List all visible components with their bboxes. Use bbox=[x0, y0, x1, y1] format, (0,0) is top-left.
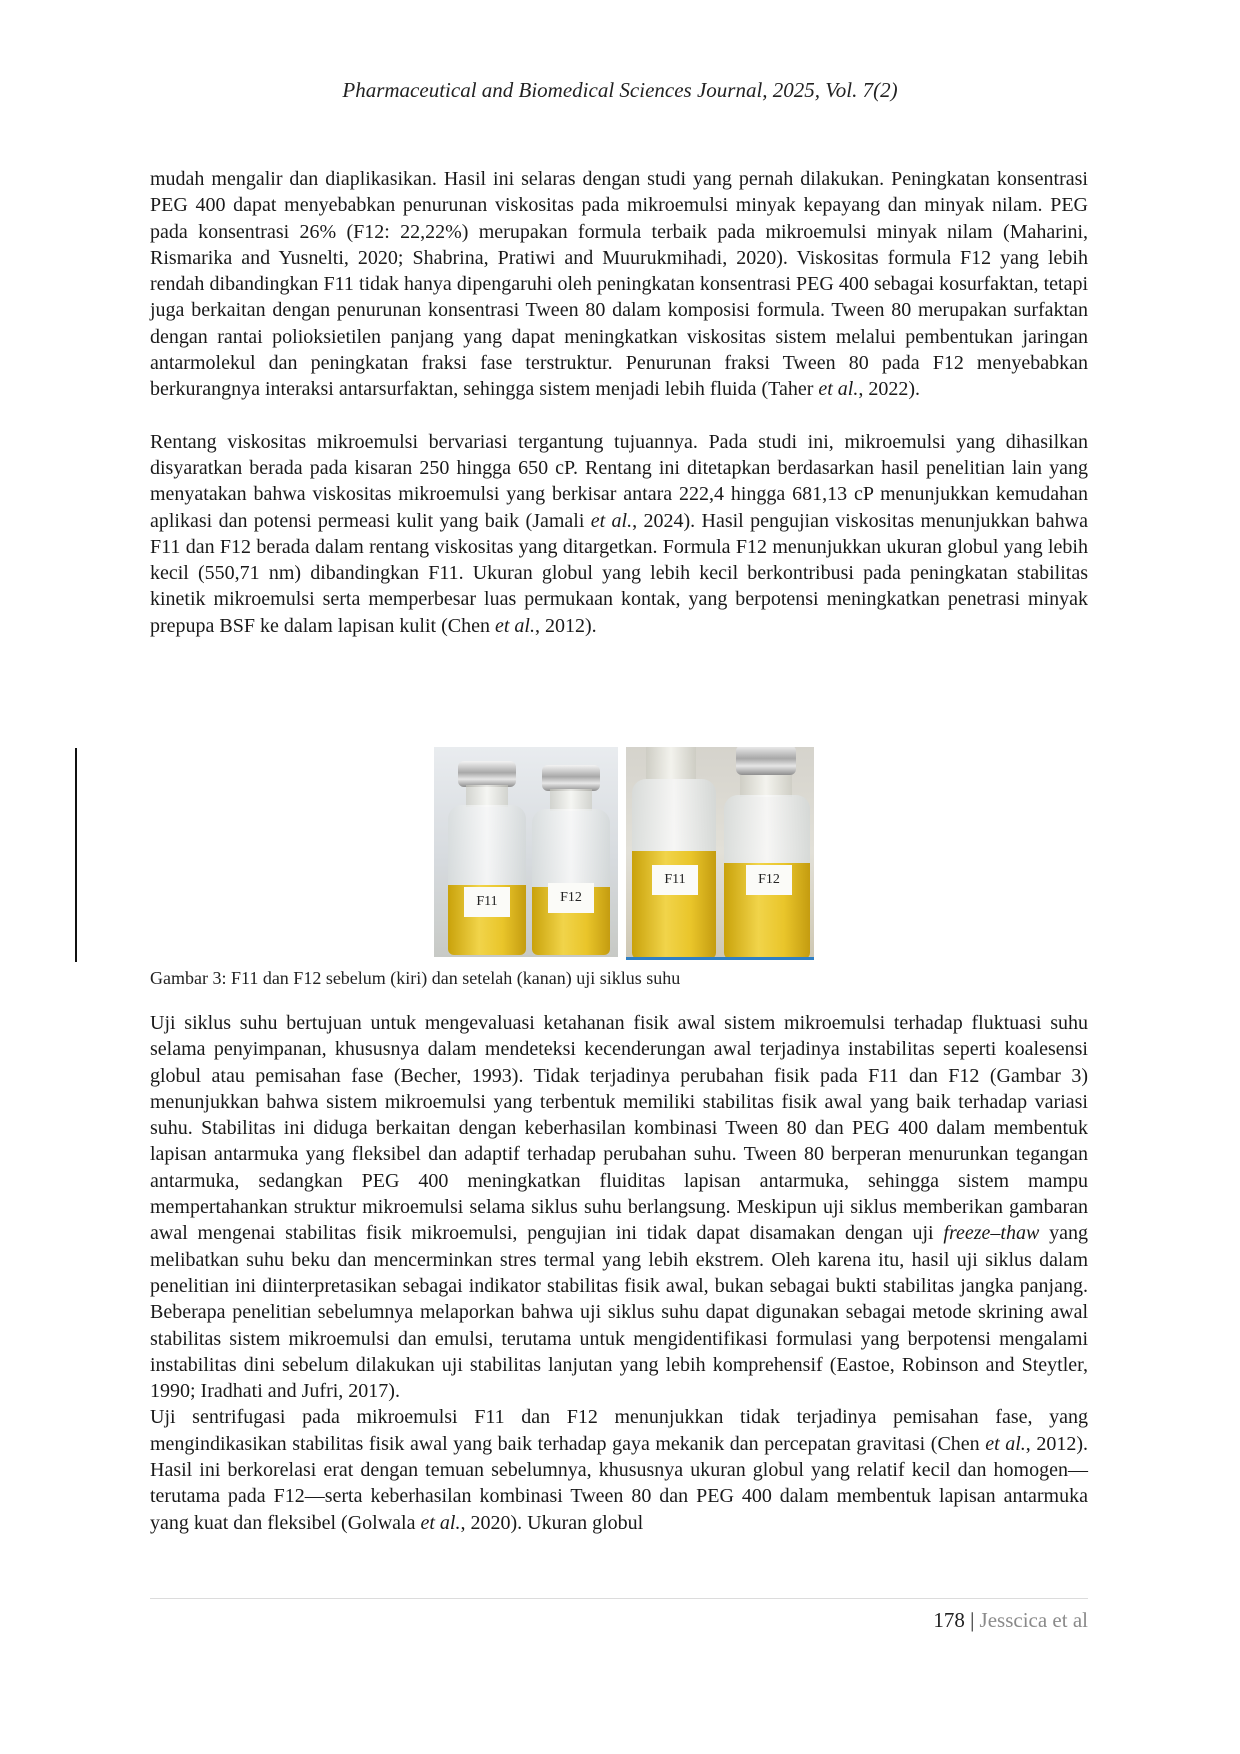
journal-header: Pharmaceutical and Biomedical Sciences Journal, 2025, Vol. 7(2) bbox=[342, 78, 898, 102]
text-run: Uji sentrifugasi pada mikroemulsi F11 dan F12 menunjukkan tidak terjadinya pemisahan fase, yang mengindikasikan stabilitas fisik awal yang baik terhadap gaya mekanik dan percepatan gravitasi (Chen bbox=[150, 1406, 1088, 1455]
figure-caption: Gambar 3: F11 dan F12 sebelum (kiri) dan setelah (kanan) uji siklus suhu bbox=[150, 968, 681, 988]
paragraph-centrifugation bbox=[150, 1404, 1088, 1535]
footer-rule bbox=[150, 1598, 1088, 1599]
text-block-bottom bbox=[150, 1010, 1088, 1536]
text-run: Uji siklus suhu bertujuan untuk mengevaluasi ketahanan fisik awal sistem mikroemulsi terhadap fluktuasi suhu selama penyimpanan, khususnya dalam mendeteksi kecenderungan awal terjadinya instabilitas seperti koalesensi globul atau pemisahan fase (Becher, 1993). Tidak terjadinya perubahan fisik pada F11 dan F12 (Gambar 3) menunjukkan bahwa sistem mikroemulsi yang terbentuk memiliki stabilitas fisik awal yang baik terhadap variasi suhu. Stabilitas ini diduga berkaitan dengan keberhasilan kombinasi Tween 80 dan PEG 400 dalam membentuk lapisan antarmuka yang fleksibel dan adaptif terhadap perubahan suhu. Tween 80 berperan menurunkan tegangan antarmuka, sedangkan PEG 400 meningkatkan fluiditas lapisan antarmuka, sehingga sistem mampu mempertahankan struktur mikroemulsi selama siklus suhu berlangsung. Meskipun uji siklus memberikan gambaran awal mengenai stabilitas fisik mikroemulsi, pengujian ini tidak dapat disamakan dengan uji bbox=[150, 1012, 1088, 1245]
figure-vials bbox=[434, 747, 814, 961]
page-footer bbox=[933, 1608, 1088, 1633]
text-run: , 2022). bbox=[858, 378, 921, 401]
citation-etal: et al. bbox=[985, 1432, 1026, 1455]
vial-label: F11 bbox=[652, 865, 698, 895]
text-run: , 2020). Ukuran globul bbox=[460, 1511, 644, 1534]
footer-separator: | bbox=[964, 1608, 980, 1632]
figure-underline bbox=[626, 957, 814, 960]
photo-before bbox=[434, 747, 618, 957]
term-freeze-thaw: freeze–thaw bbox=[943, 1222, 1040, 1245]
page-number: 178 bbox=[933, 1608, 965, 1632]
change-bar bbox=[75, 748, 77, 962]
citation-etal: et al. bbox=[420, 1511, 461, 1534]
citation-etal: et al. bbox=[590, 509, 633, 532]
paragraph-viscosity-range bbox=[150, 429, 1088, 639]
citation-etal: et al. bbox=[494, 614, 535, 637]
vial-label: F12 bbox=[548, 883, 594, 913]
photo-after bbox=[626, 747, 814, 957]
text-run: yang melibatkan suhu beku dan mencerminkan stres termal yang lebih ekstrem. Oleh karena itu, hasil uji siklus dalam penelitian ini diinterpretasikan sebagai indikator stabilitas fisik awal, bukan sebagai bukti stabilitas jangka panjang. Beberapa penelitian sebelumnya melaporkan bahwa uji siklus suhu dapat digunakan sebagai metode skrining awal stabilitas sistem mikroemulsi dan emulsi, terutama untuk mengidentifikasi formulasi yang berpotensi mengalami instabilitas dini sebelum dilakukan uji stabilitas lanjutan yang lebih komprehensif (Eastoe, Robinson and Steytler, 1990; Iradhati and Jufri, 2017). bbox=[150, 1222, 1088, 1403]
citation-etal: et al. bbox=[818, 378, 859, 401]
vial-label: F11 bbox=[464, 887, 510, 917]
text-run: , 2012). Hasil ini berkorelasi erat dengan temuan sebelumnya, khususnya ukuran globul yang relatif kecil dan homogen—terutama pada F12—serta keberhasilan kombinasi Tween 80 dan PEG 400 dalam membentuk lapisan antarmuka yang kuat dan fleksibel (Golwala bbox=[150, 1432, 1088, 1534]
vial-label: F12 bbox=[746, 865, 792, 895]
paragraph-temperature-cycle bbox=[150, 1010, 1088, 1404]
text-run: mudah mengalir dan diaplikasikan. Hasil ini selaras dengan studi yang pernah dilakukan. Peningkatan konsentrasi PEG 400 dapat menyebabkan penurunan viskositas pada mikroemulsi minyak kepayang dan minyak nilam. PEG pada konsentrasi 26% (F12: 22,22%) merupakan formula terbaik pada mikroemulsi minyak nilam (Maharini, Rismarika and Yusnelti, 2020; Shabrina, Pratiwi and Muurukmihadi, 2020). Viskositas formula F12 yang lebih rendah dibandingkan F11 tidak hanya dipengaruhi oleh peningkatan konsentrasi PEG 400 sebagai kosurfaktan, tetapi juga berkaitan dengan penurunan konsentrasi Tween 80 dalam komposisi formula. Tween 80 merupakan surfaktan dengan rantai polioksietilen panjang yang dapat meningkatkan viskositas sistem melalui pembentukan jaringan antarmolekul dan peningkatan fraksi fase terstruktur. Penurunan fraksi Tween 80 pada F12 menyebabkan berkurangnya interaksi antarsurfaktan, sehingga sistem menjadi lebih fluida (Taher bbox=[150, 168, 1088, 401]
footer-author: Jesscica et al bbox=[979, 1608, 1088, 1632]
text-block-top bbox=[150, 166, 1088, 639]
paragraph-viscosity bbox=[150, 166, 1088, 403]
text-run: Rentang viskositas mikroemulsi bervariasi tergantung tujuannya. Pada studi ini, mikroemulsi yang dihasilkan disyaratkan berada pada kisaran 250 hingga 650 cP. Rentang ini ditetapkan berdasarkan hasil penelitian lain yang menyatakan bahwa viskositas mikroemulsi yang berkisar antara 222,4 hingga 681,13 cP menunjukkan kemudahan aplikasi dan potensi permeasi kulit yang baik (Jamali bbox=[150, 430, 1088, 532]
text-run: , 2012). bbox=[534, 614, 597, 637]
text-run: , 2024). Hasil pengujian viskositas menunjukkan bahwa F11 dan F12 berada dalam rentang viskositas yang ditargetkan. Formula F12 menunjukkan ukuran globul yang lebih kecil (550,71 nm) dibandingkan F11. Ukuran globul yang lebih kecil berkontribusi pada peningkatan stabilitas kinetik mikroemulsi serta memperbesar luas permukaan kontak, yang berpotensi meningkatkan penetrasi minyak prepupa BSF ke dalam lapisan kulit (Chen bbox=[150, 509, 1088, 637]
